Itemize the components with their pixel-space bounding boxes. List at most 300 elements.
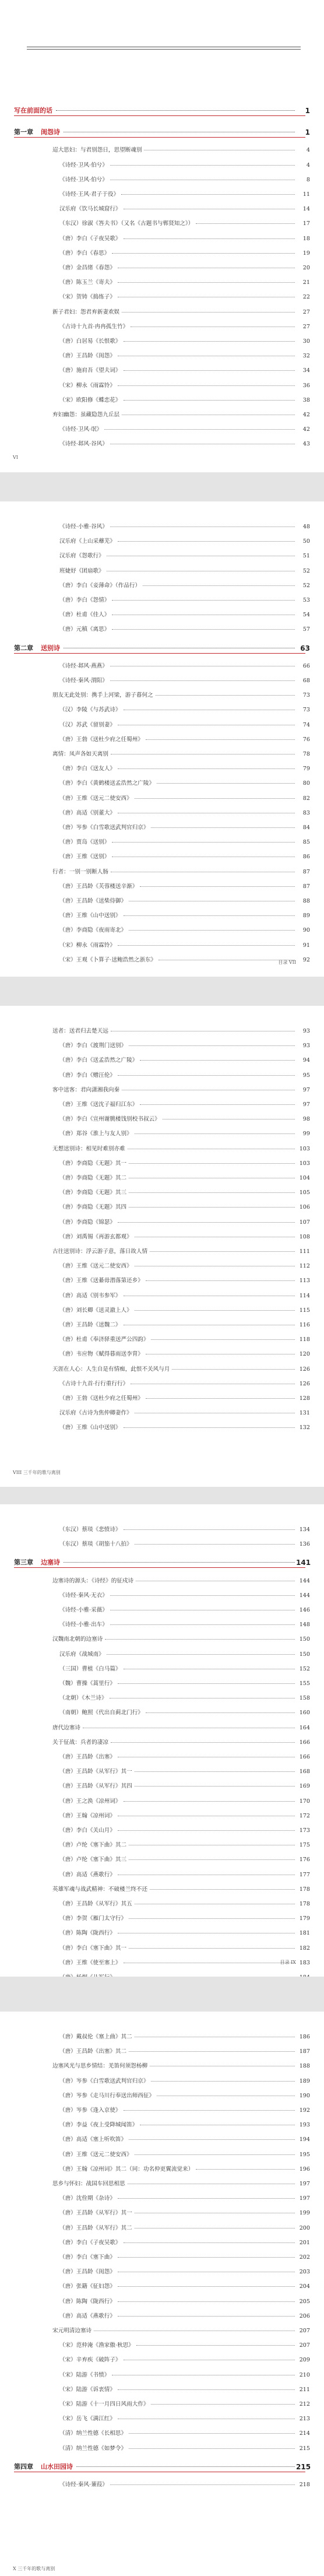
page-number: 97 — [302, 1101, 310, 1108]
toc-entry[interactable] — [0, 1930, 324, 1937]
toc-entry[interactable] — [0, 441, 324, 448]
toc-entry[interactable] — [0, 279, 324, 286]
toc-entry[interactable] — [0, 1798, 324, 1805]
toc-entry[interactable] — [0, 524, 324, 531]
page-number: 215 — [296, 2463, 311, 2471]
toc-entry[interactable] — [0, 1754, 324, 1761]
toc-entry[interactable] — [0, 1101, 324, 1108]
leader-dots — [118, 2389, 295, 2390]
leader-dots — [118, 2316, 295, 2317]
page-number: 152 — [299, 1666, 310, 1672]
leader-dots — [129, 1163, 295, 1164]
toc-entry[interactable] — [0, 294, 324, 301]
toc-entry[interactable] — [0, 1526, 324, 1533]
leader-dots — [124, 370, 295, 371]
toc-entry[interactable] — [0, 1307, 324, 1314]
leader-dots — [110, 1624, 295, 1625]
toc-entry[interactable] — [0, 1057, 324, 1064]
page-number: 27 — [302, 324, 310, 330]
toc-entry[interactable] — [0, 2225, 324, 2232]
leader-dots — [107, 1654, 295, 1655]
page-number: 179 — [299, 1915, 310, 1922]
toc-entry[interactable] — [0, 736, 324, 743]
toc-entry[interactable] — [0, 810, 324, 817]
toc-entry[interactable] — [0, 2482, 324, 2489]
toc-entry[interactable] — [0, 1204, 324, 1211]
leader-dots — [129, 930, 295, 931]
page-number: 36 — [302, 382, 310, 389]
page-number: 32 — [302, 353, 310, 359]
poem-title: （唐）王昌龄《送魏二》 — [59, 1322, 121, 1328]
leader-dots — [129, 1192, 295, 1193]
poem-title: （唐）李商隐《无题》其三 — [59, 1189, 127, 1196]
section-title: 关于征战：兵者的凄凉 — [52, 1739, 108, 1746]
poem-title: （三国）曹植《白马篇》 — [59, 1666, 121, 1672]
poem-title: （唐）王之涣《凉州词》 — [59, 1798, 121, 1805]
toc-entry[interactable] — [0, 582, 324, 589]
poem-title: （唐）李白《送孟浩然之广陵》 — [59, 1057, 138, 1064]
toc-entry[interactable] — [0, 426, 324, 433]
leader-dots — [118, 1830, 295, 1831]
poem-title: （唐）金昌绪《春怨》 — [59, 265, 115, 271]
toc-entry[interactable] — [0, 2445, 324, 2452]
page-number: 126 — [299, 1366, 310, 1373]
leader-dots — [118, 2301, 295, 2302]
page-number: 116 — [299, 1322, 310, 1328]
page-number: 68 — [302, 678, 310, 684]
toc-page — [0, 501, 324, 977]
section-title: 送者：送君归去楚天远 — [52, 1028, 108, 1034]
toc-entry[interactable] — [0, 1607, 324, 1614]
poem-title: （东汉）蔡琰《胡笳十八拍》 — [59, 1541, 132, 1547]
toc-entry[interactable] — [0, 612, 324, 619]
poem-title: （唐）李白《怨情》 — [59, 597, 110, 603]
toc-chapter[interactable] — [0, 2463, 324, 2470]
page-number: 73 — [302, 692, 310, 699]
toc-entry[interactable] — [0, 1160, 324, 1167]
leader-dots — [110, 1595, 295, 1596]
page-number: 18 — [302, 236, 310, 242]
poem-title: （唐）王昌龄《送柴侍御》 — [59, 898, 127, 904]
leader-dots — [151, 2404, 295, 2405]
toc-entry[interactable] — [0, 1410, 324, 1417]
page-number: 21 — [302, 279, 310, 286]
page-number: 20 — [302, 265, 310, 271]
title-rule — [27, 49, 301, 50]
toc-page — [0, 0, 324, 472]
toc-entry[interactable] — [0, 913, 324, 920]
toc-chapter[interactable] — [0, 645, 324, 652]
toc-entry[interactable] — [0, 1960, 324, 1967]
page-number: 42 — [302, 412, 310, 418]
section-title: 行者：一别一别断人肠 — [52, 869, 108, 875]
toc-entry[interactable] — [0, 1915, 324, 1922]
page-number: 52 — [302, 568, 310, 574]
toc-entry[interactable] — [0, 957, 324, 964]
page-number: 8 — [306, 177, 310, 183]
toc-entry[interactable] — [0, 1219, 324, 1226]
page-gap — [0, 1977, 324, 2012]
leader-dots — [112, 253, 295, 254]
toc-section[interactable] — [0, 1636, 324, 1643]
toc-entry[interactable] — [0, 780, 324, 787]
toc-entry[interactable] — [0, 2122, 324, 2129]
toc-entry[interactable] — [0, 2298, 324, 2305]
leader-dots — [118, 1683, 295, 1684]
toc-entry[interactable] — [0, 2416, 324, 2423]
page-number: 52 — [302, 582, 310, 589]
poem-title: 汉乐府《古诗为焦仲卿妻作》 — [59, 1410, 132, 1416]
poem-title: （宋）欧阳修《蝶恋花》 — [59, 397, 121, 403]
poem-title: （唐）李白《子夜吴歌》 — [59, 2240, 121, 2246]
toc-entry[interactable] — [0, 397, 324, 404]
page-number: 103 — [299, 1146, 310, 1152]
toc-entry[interactable] — [0, 1813, 324, 1820]
section-title: 古往送别诗：浮云游子意，落日故人情 — [52, 1248, 148, 1255]
page-number: 50 — [302, 538, 310, 545]
page-number: 42 — [302, 426, 310, 433]
chapter-rule — [14, 137, 305, 138]
page-number: 87 — [302, 869, 310, 875]
toc-entry[interactable] — [0, 191, 324, 198]
leader-dots — [135, 1133, 295, 1134]
page-number: 38 — [302, 397, 310, 403]
page-number: 19 — [302, 250, 310, 257]
page-number: 22 — [302, 294, 310, 300]
toc-section[interactable] — [0, 1725, 324, 1732]
poem-title: （唐）陈玉兰《寄夫》 — [59, 279, 115, 286]
toc-entry[interactable] — [0, 568, 324, 575]
poem-title: （唐）刘禹锡《再游玄都观》 — [59, 1234, 132, 1240]
toc-entry[interactable] — [0, 1842, 324, 1849]
poem-title: （唐）郑谷《淮上与友人别》 — [59, 1131, 132, 1137]
toc-section[interactable] — [0, 1366, 324, 1373]
toc-entry[interactable] — [0, 2387, 324, 2393]
toc-section[interactable] — [0, 2063, 324, 2070]
toc-entry[interactable] — [0, 553, 324, 560]
toc-entry[interactable] — [0, 1278, 324, 1285]
toc-entry[interactable] — [0, 1651, 324, 1658]
toc-entry[interactable] — [0, 1395, 324, 1402]
poem-title: （宋）陆游《诉衷情》 — [59, 2387, 115, 2393]
toc-entry[interactable] — [0, 2107, 324, 2114]
leader-dots — [129, 1207, 295, 1208]
poem-title: （宋）柳永《雨霖铃》 — [59, 942, 115, 949]
poem-title: 班婕妤《团扇歌》 — [59, 568, 104, 574]
toc-entry[interactable] — [0, 839, 324, 846]
toc-section[interactable] — [0, 2328, 324, 2335]
toc-entry[interactable] — [0, 324, 324, 331]
page-footer: 目录 VII — [278, 960, 296, 965]
toc-entry[interactable] — [0, 2195, 324, 2202]
page-number: 188 — [299, 2063, 310, 2069]
toc-entry[interactable] — [0, 766, 324, 773]
toc-entry[interactable] — [0, 1263, 324, 1270]
toc-entry[interactable] — [0, 626, 324, 633]
toc-entry[interactable] — [0, 236, 324, 243]
page-number: 83 — [302, 810, 310, 816]
leader-dots — [129, 1918, 295, 1919]
poem-title: （唐）岑参《白雪歌送武判官归京》 — [59, 824, 149, 831]
toc-section[interactable] — [0, 1578, 324, 1585]
chapter-label: 第四章 — [14, 2463, 33, 2470]
toc-entry[interactable] — [0, 1175, 324, 1182]
toc-entry[interactable] — [0, 1424, 324, 1431]
toc-entry[interactable] — [0, 1783, 324, 1790]
toc-section[interactable] — [0, 692, 324, 699]
toc-entry[interactable] — [0, 2166, 324, 2173]
leader-dots — [151, 2081, 295, 2082]
toc-section[interactable] — [0, 1739, 324, 1746]
toc-entry[interactable] — [0, 2283, 324, 2290]
toc-entry[interactable] — [0, 1710, 324, 1717]
page-footer: 目录 IX — [280, 1960, 296, 1965]
page-number: 111 — [299, 1248, 310, 1255]
poem-title: 《古诗十九首·冉冉孤生竹》 — [59, 324, 129, 330]
toc-entry[interactable] — [0, 2401, 324, 2408]
leader-dots — [122, 312, 295, 313]
page-number: 196 — [299, 2166, 310, 2173]
toc-entry[interactable] — [0, 1541, 324, 1548]
page-number: 114 — [299, 1293, 310, 1299]
toc-section[interactable] — [0, 1248, 324, 1255]
toc-entry[interactable] — [0, 1695, 324, 1702]
page-number: 91 — [302, 942, 310, 949]
toc-entry[interactable] — [0, 883, 324, 890]
leader-dots — [118, 945, 295, 946]
toc-entry[interactable] — [0, 1856, 324, 1863]
toc-entry[interactable] — [0, 1234, 324, 1241]
leader-dots — [157, 783, 295, 784]
page-number: 66 — [302, 663, 310, 669]
toc-chapter[interactable] — [0, 107, 324, 114]
toc-section[interactable] — [0, 1028, 324, 1035]
page-number: 1 — [305, 128, 310, 136]
toc-entry[interactable] — [0, 1381, 324, 1388]
page-number: 108 — [299, 1234, 310, 1240]
toc-entry[interactable] — [0, 1189, 324, 1196]
poem-title: （唐）李白《塞下曲》其一 — [59, 1945, 127, 1952]
page-number: 207 — [299, 2328, 310, 2334]
leader-dots — [104, 429, 295, 430]
toc-entry[interactable] — [0, 942, 324, 949]
toc-entry[interactable] — [0, 2313, 324, 2320]
toc-entry[interactable] — [0, 2342, 324, 2349]
toc-section[interactable] — [0, 147, 324, 154]
toc-entry[interactable] — [0, 250, 324, 257]
toc-entry[interactable] — [0, 663, 324, 670]
toc-entry[interactable] — [0, 177, 324, 184]
toc-entry[interactable] — [0, 1322, 324, 1329]
toc-entry[interactable] — [0, 854, 324, 861]
page-number: 107 — [299, 1219, 310, 1226]
toc-entry[interactable] — [0, 795, 324, 802]
toc-entry[interactable] — [0, 1666, 324, 1673]
toc-entry[interactable] — [0, 1116, 324, 1123]
toc-entry[interactable] — [0, 597, 324, 604]
leader-dots — [172, 1369, 295, 1370]
toc-entry[interactable] — [0, 538, 324, 545]
toc-entry[interactable] — [0, 898, 324, 905]
toc-section[interactable] — [0, 1146, 324, 1153]
poem-title: （唐）王翰《凉州词》 — [59, 1813, 115, 1819]
leader-dots — [135, 1544, 295, 1545]
page-number: 89 — [302, 913, 310, 919]
poem-title: （唐）王昌龄《从军行》其二 — [59, 2225, 132, 2231]
toc-entry[interactable] — [0, 2078, 324, 2085]
toc-entry[interactable] — [0, 1901, 324, 1908]
toc-entry[interactable] — [0, 265, 324, 272]
poem-title: （唐）李商隐《无题》其四 — [59, 1204, 127, 1210]
page-number: 51 — [302, 553, 310, 559]
poem-title: （唐）李白《宣州谢朓楼饯别校书叔云》 — [59, 1116, 160, 1122]
toc-entry[interactable] — [0, 2357, 324, 2364]
toc-entry[interactable] — [0, 1768, 324, 1775]
page-number: 78 — [302, 751, 310, 757]
poem-title: （唐）王昌龄《芙蓉楼送辛渐》 — [59, 883, 138, 890]
toc-entry[interactable] — [0, 353, 324, 360]
toc-entry[interactable] — [0, 220, 324, 227]
toc-entry[interactable] — [0, 206, 324, 213]
toc-entry[interactable] — [0, 2269, 324, 2276]
toc-section[interactable] — [0, 1087, 324, 1094]
page-number: 76 — [302, 736, 310, 743]
leader-dots — [151, 1339, 295, 1340]
page-number: 105 — [299, 1189, 310, 1196]
toc-entry[interactable] — [0, 2430, 324, 2437]
toc-entry[interactable] — [0, 162, 324, 169]
leader-dots — [112, 842, 295, 843]
toc-entry[interactable] — [0, 2254, 324, 2261]
toc-entry[interactable] — [0, 1872, 324, 1879]
toc-entry[interactable] — [0, 1945, 324, 1952]
toc-entry[interactable] — [0, 2152, 324, 2159]
page-number: 92 — [302, 957, 310, 963]
toc-section[interactable] — [0, 869, 324, 876]
toc-entry[interactable] — [0, 1131, 324, 1138]
toc-entry[interactable] — [0, 722, 324, 729]
poem-title: （唐）高适《别韦参军》 — [59, 1293, 121, 1299]
poem-title: 汉乐府《怨歌行》 — [59, 553, 104, 559]
toc-entry[interactable] — [0, 1351, 324, 1358]
leader-dots — [129, 2139, 295, 2140]
page-number: 103 — [299, 1160, 310, 1167]
poem-title: （唐）王昌龄《从军行》其四 — [59, 1783, 132, 1789]
leader-dots — [111, 1742, 295, 1743]
leader-dots — [140, 886, 295, 887]
poem-title: （唐）李白《春思》 — [59, 250, 110, 257]
poem-title: 汉乐府《饮马长城窟行》 — [59, 206, 121, 212]
toc-section[interactable] — [0, 1886, 324, 1893]
leader-dots — [146, 739, 295, 740]
leader-dots — [124, 915, 295, 916]
poem-title: （宋）王观《卜算子·送鲍浩然之浙东》 — [59, 957, 157, 963]
poem-title: （清）纳兰性德《如梦令》 — [59, 2445, 127, 2452]
page-number: 98 — [302, 1116, 310, 1122]
page-number: 209 — [299, 2357, 310, 2363]
toc-entry[interactable] — [0, 367, 324, 374]
poem-title: （唐）李白《子夜吴歌》 — [59, 236, 121, 242]
poem-title: （南朝）鲍照《代出自蓟北门行》 — [59, 1710, 143, 1716]
toc-entry[interactable] — [0, 1680, 324, 1687]
leader-dots — [118, 1222, 295, 1223]
poem-title: （唐）李白《黄鹤楼送孟浩然之广陵》 — [59, 780, 155, 787]
poem-title: （唐）杜甫《奉济驿重送严公四韵》 — [59, 1336, 149, 1343]
toc-entry[interactable] — [0, 2240, 324, 2247]
leader-dots — [124, 341, 295, 342]
page-number: 160 — [299, 1710, 310, 1716]
toc-entry[interactable] — [0, 2034, 324, 2041]
page-number: 34 — [302, 367, 310, 374]
page-number: 176 — [299, 1856, 310, 1863]
leader-dots — [196, 2169, 295, 2170]
toc-entry[interactable] — [0, 2093, 324, 2100]
toc-entry[interactable] — [0, 1293, 324, 1300]
page-number: 80 — [302, 780, 310, 787]
page-gap — [0, 977, 324, 1006]
toc-entry[interactable] — [0, 338, 324, 345]
poem-title: （唐）岑参《白雪歌送武判官归京》 — [59, 2078, 149, 2084]
toc-entry[interactable] — [0, 1336, 324, 1343]
section-title: 思乡与怀妇：战国车回思相思 — [52, 2181, 125, 2187]
page-number: 144 — [299, 1578, 310, 1584]
poem-title: （宋）贺铸《捣练子》 — [59, 294, 115, 300]
toc-entry[interactable] — [0, 1043, 324, 1050]
toc-entry[interactable] — [0, 927, 324, 934]
poem-title: 《诗经·秦风·渭阳》 — [59, 678, 108, 684]
toc-entry[interactable] — [0, 1622, 324, 1629]
section-title: 朋友无此处别：携手上河梁，游子暮何之 — [52, 692, 153, 699]
poem-title: 汉乐府《上山采蘼芜》 — [59, 538, 115, 545]
toc-chapter[interactable] — [0, 1559, 324, 1566]
page-number: 112 — [299, 1263, 310, 1269]
page-number: 158 — [299, 1695, 310, 1701]
poem-title: （唐）李白《塞下曲》 — [59, 2254, 115, 2261]
toc-entry[interactable] — [0, 382, 324, 389]
page-gap — [0, 472, 324, 501]
toc-section[interactable] — [0, 412, 324, 419]
toc-section[interactable] — [0, 309, 324, 316]
toc-entry[interactable] — [0, 707, 324, 714]
toc-entry[interactable] — [0, 1072, 324, 1079]
page-number: 203 — [299, 2269, 310, 2275]
page-number: 85 — [302, 839, 310, 845]
toc-entry[interactable] — [0, 1827, 324, 1834]
toc-entry[interactable] — [0, 678, 324, 685]
toc-entry[interactable] — [0, 1592, 324, 1599]
page-number: 175 — [299, 1842, 310, 1848]
toc-entry[interactable] — [0, 824, 324, 831]
poem-title: （唐）卢纶《塞下曲》其二 — [59, 1842, 127, 1848]
toc-entry[interactable] — [0, 2048, 324, 2055]
poem-title: （唐）岑参《逢入京使》 — [59, 2107, 121, 2114]
toc-entry[interactable] — [0, 2136, 324, 2143]
toc-entry[interactable] — [0, 2372, 324, 2379]
chapter-label: 第三章 — [14, 1559, 33, 1566]
toc-section[interactable] — [0, 751, 324, 758]
poem-title: （唐）李白《关山月》 — [59, 1827, 115, 1834]
toc-entry[interactable] — [0, 2210, 324, 2217]
leader-dots — [118, 768, 295, 769]
poem-title: （唐）戴叔伦《塞上曲》其二 — [59, 2034, 132, 2040]
leader-dots — [118, 2286, 295, 2287]
page-number: 146 — [299, 1607, 310, 1613]
page-number: 204 — [299, 2283, 310, 2290]
toc-chapter[interactable] — [0, 129, 324, 136]
page-number: 186 — [299, 2034, 310, 2040]
page-footer: VIII 三千年的歌与离别 — [13, 1470, 61, 1475]
toc-section[interactable] — [0, 2181, 324, 2188]
